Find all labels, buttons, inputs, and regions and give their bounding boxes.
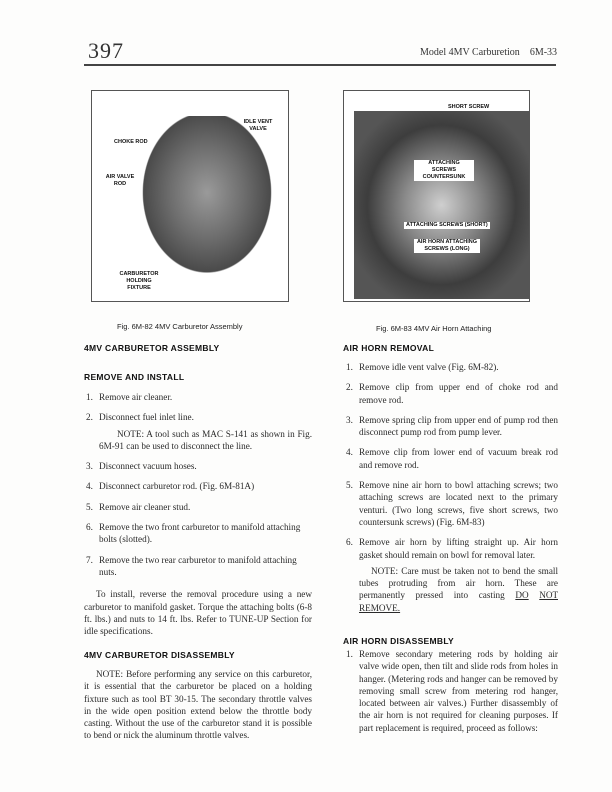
section-heading: 4MV CARBURETOR DISASSEMBLY (84, 650, 235, 660)
label-choke-rod: CHOKE ROD (114, 139, 148, 145)
figure-caption: Fig. 6M-83 4MV Air Horn Attaching (376, 324, 492, 333)
list-item (86, 554, 312, 579)
label-long-screws: AIR HORN ATTACHING SCREWS (LONG) (414, 239, 480, 253)
step-number: 1. (346, 362, 353, 372)
figure-6m-83 (343, 90, 530, 302)
step-number: 2. (346, 382, 353, 393)
note: NOTE: A tool such as MAC S-141 as shown in Fig. 6M-91 can be used to disconnect the line. (99, 428, 312, 451)
step-text: Remove clip from upper end of choke rod and remove rod. (359, 382, 558, 405)
section-heading: AIR HORN DISASSEMBLY (343, 636, 455, 646)
header-title: Model 4MV Carburetion (420, 47, 520, 58)
note-emphasis: NOT (539, 590, 558, 601)
step-text: Remove clip from lower end of vacuum break rod and remove rod. (359, 447, 558, 470)
label-air-valve-rod: AIR VALVE ROD (105, 174, 135, 187)
note-text: NOTE: Care must be taken not to bend the small tubes protruding from air horn. These are permanently pressed into casting (359, 565, 558, 601)
step-number: 6. (346, 537, 353, 548)
step-number: 5. (346, 480, 353, 491)
carburetor-photo (132, 116, 282, 286)
step-number: 5. (86, 501, 93, 512)
step-text: Remove secondary metering rods by holding air valve wide open, then tilt and slide rods from holes in hanger. (Metering rods and hanger can be removed by removing small screw from metering rod hanger, located between air valves.) Further disassembly of the air horn is not required for cleaning purposes. If part replacement is required, proceed as follows: (359, 649, 558, 733)
step-text: Remove spring clip from upper end of pump rod then disconnect pump rod from pump lever. (359, 414, 558, 438)
step-text: Disconnect vacuum hoses. (99, 461, 197, 472)
step-number: 7. (86, 554, 93, 565)
note (359, 565, 558, 614)
step-text: Disconnect carburetor rod. (Fig. 6M-81A) (99, 481, 255, 492)
note-emphasis: DO (515, 590, 529, 601)
remove-install-steps (86, 391, 312, 637)
section-heading: 4MV CARBURETOR ASSEMBLY (84, 343, 220, 353)
step-number: 4. (86, 481, 93, 492)
subsection-heading: REMOVE AND INSTALL (84, 372, 185, 382)
step-number: 2. (86, 412, 93, 423)
list-item (346, 414, 558, 439)
air-horn-removal-steps (346, 361, 558, 614)
figure-6m-82 (91, 90, 289, 302)
label-holding-fixture: CARBURETOR HOLDING FIXTURE (119, 271, 159, 291)
page-number: 397 (88, 38, 124, 63)
label-countersunk: ATTACHING SCREWS COUNTERSUNK (414, 160, 474, 181)
list-item (86, 411, 312, 423)
step-number: 6. (86, 522, 93, 533)
disassembly-note: NOTE: Before performing any service on this carburetor, it is essential that the carburetor be placed on a holding fixture such as tool BT 30-15. The secondary throttle valves in the wide open position extend below the throttle body casting. Without the use of the carburetor stand it is possible to bend or nick the aluminum throttle valves. (84, 669, 312, 741)
list-item (86, 480, 312, 492)
list-item (86, 501, 312, 513)
list-item (86, 460, 312, 472)
label-short-screws: ATTACHING SCREWS (SHORT) (406, 222, 488, 228)
section-heading: AIR HORN REMOVAL (343, 343, 435, 353)
list-item (346, 648, 558, 734)
step-text: Disconnect fuel inlet line. (99, 412, 194, 423)
note-emphasis: REMOVE. (359, 602, 401, 613)
install-paragraph: To install, reverse the removal procedure using a new carburetor to manifold gasket. Torque the attaching bolts (6-8 ft. lbs.) and nuts to 14 ft. lbs. Refer to TUNE-UP Section for idle specifications. (84, 589, 312, 637)
list-item (86, 391, 312, 403)
figure-caption: Fig. 6M-82 4MV Carburetor Assembly (117, 322, 243, 331)
step-number: 1. (346, 649, 353, 659)
step-text: Remove the two rear carburetor to manifold attaching nuts. (99, 554, 297, 577)
list-item (346, 381, 558, 406)
step-number: 1. (86, 392, 93, 402)
running-header (420, 47, 557, 58)
list-item (346, 361, 558, 373)
step-text: Remove air horn by lifting straight up. Air horn gasket should remain on bowl for removal later. (359, 537, 558, 560)
step-text: Remove air cleaner stud. (99, 501, 191, 512)
step-number: 4. (346, 447, 353, 458)
step-number: 3. (86, 461, 93, 472)
step-number: 3. (346, 414, 353, 425)
header-rule (84, 64, 556, 66)
list-item (346, 536, 558, 561)
step-text: Remove nine air horn to bowl attaching screws; two attaching screws are located next to the primary venturi. (Two long screws, five short screws, two countersunk screws) (Fig. 6M-83) (359, 480, 558, 527)
step-text: Remove idle vent valve (Fig. 6M-82). (359, 362, 499, 372)
list-item (346, 479, 558, 528)
step-text: Remove the two front carburetor to manifold attaching bolts (slotted). (99, 522, 301, 545)
air-horn-photo (354, 111, 529, 299)
step-text: Remove air cleaner. (99, 392, 173, 402)
list-item (86, 521, 312, 546)
air-horn-disassembly-steps (346, 648, 558, 734)
label-idle-vent: IDLE VENT VALVE (243, 119, 273, 132)
list-item (346, 446, 558, 471)
section-number: 6M-33 (529, 47, 558, 58)
label-short-screw: SHORT SCREW (448, 104, 490, 110)
